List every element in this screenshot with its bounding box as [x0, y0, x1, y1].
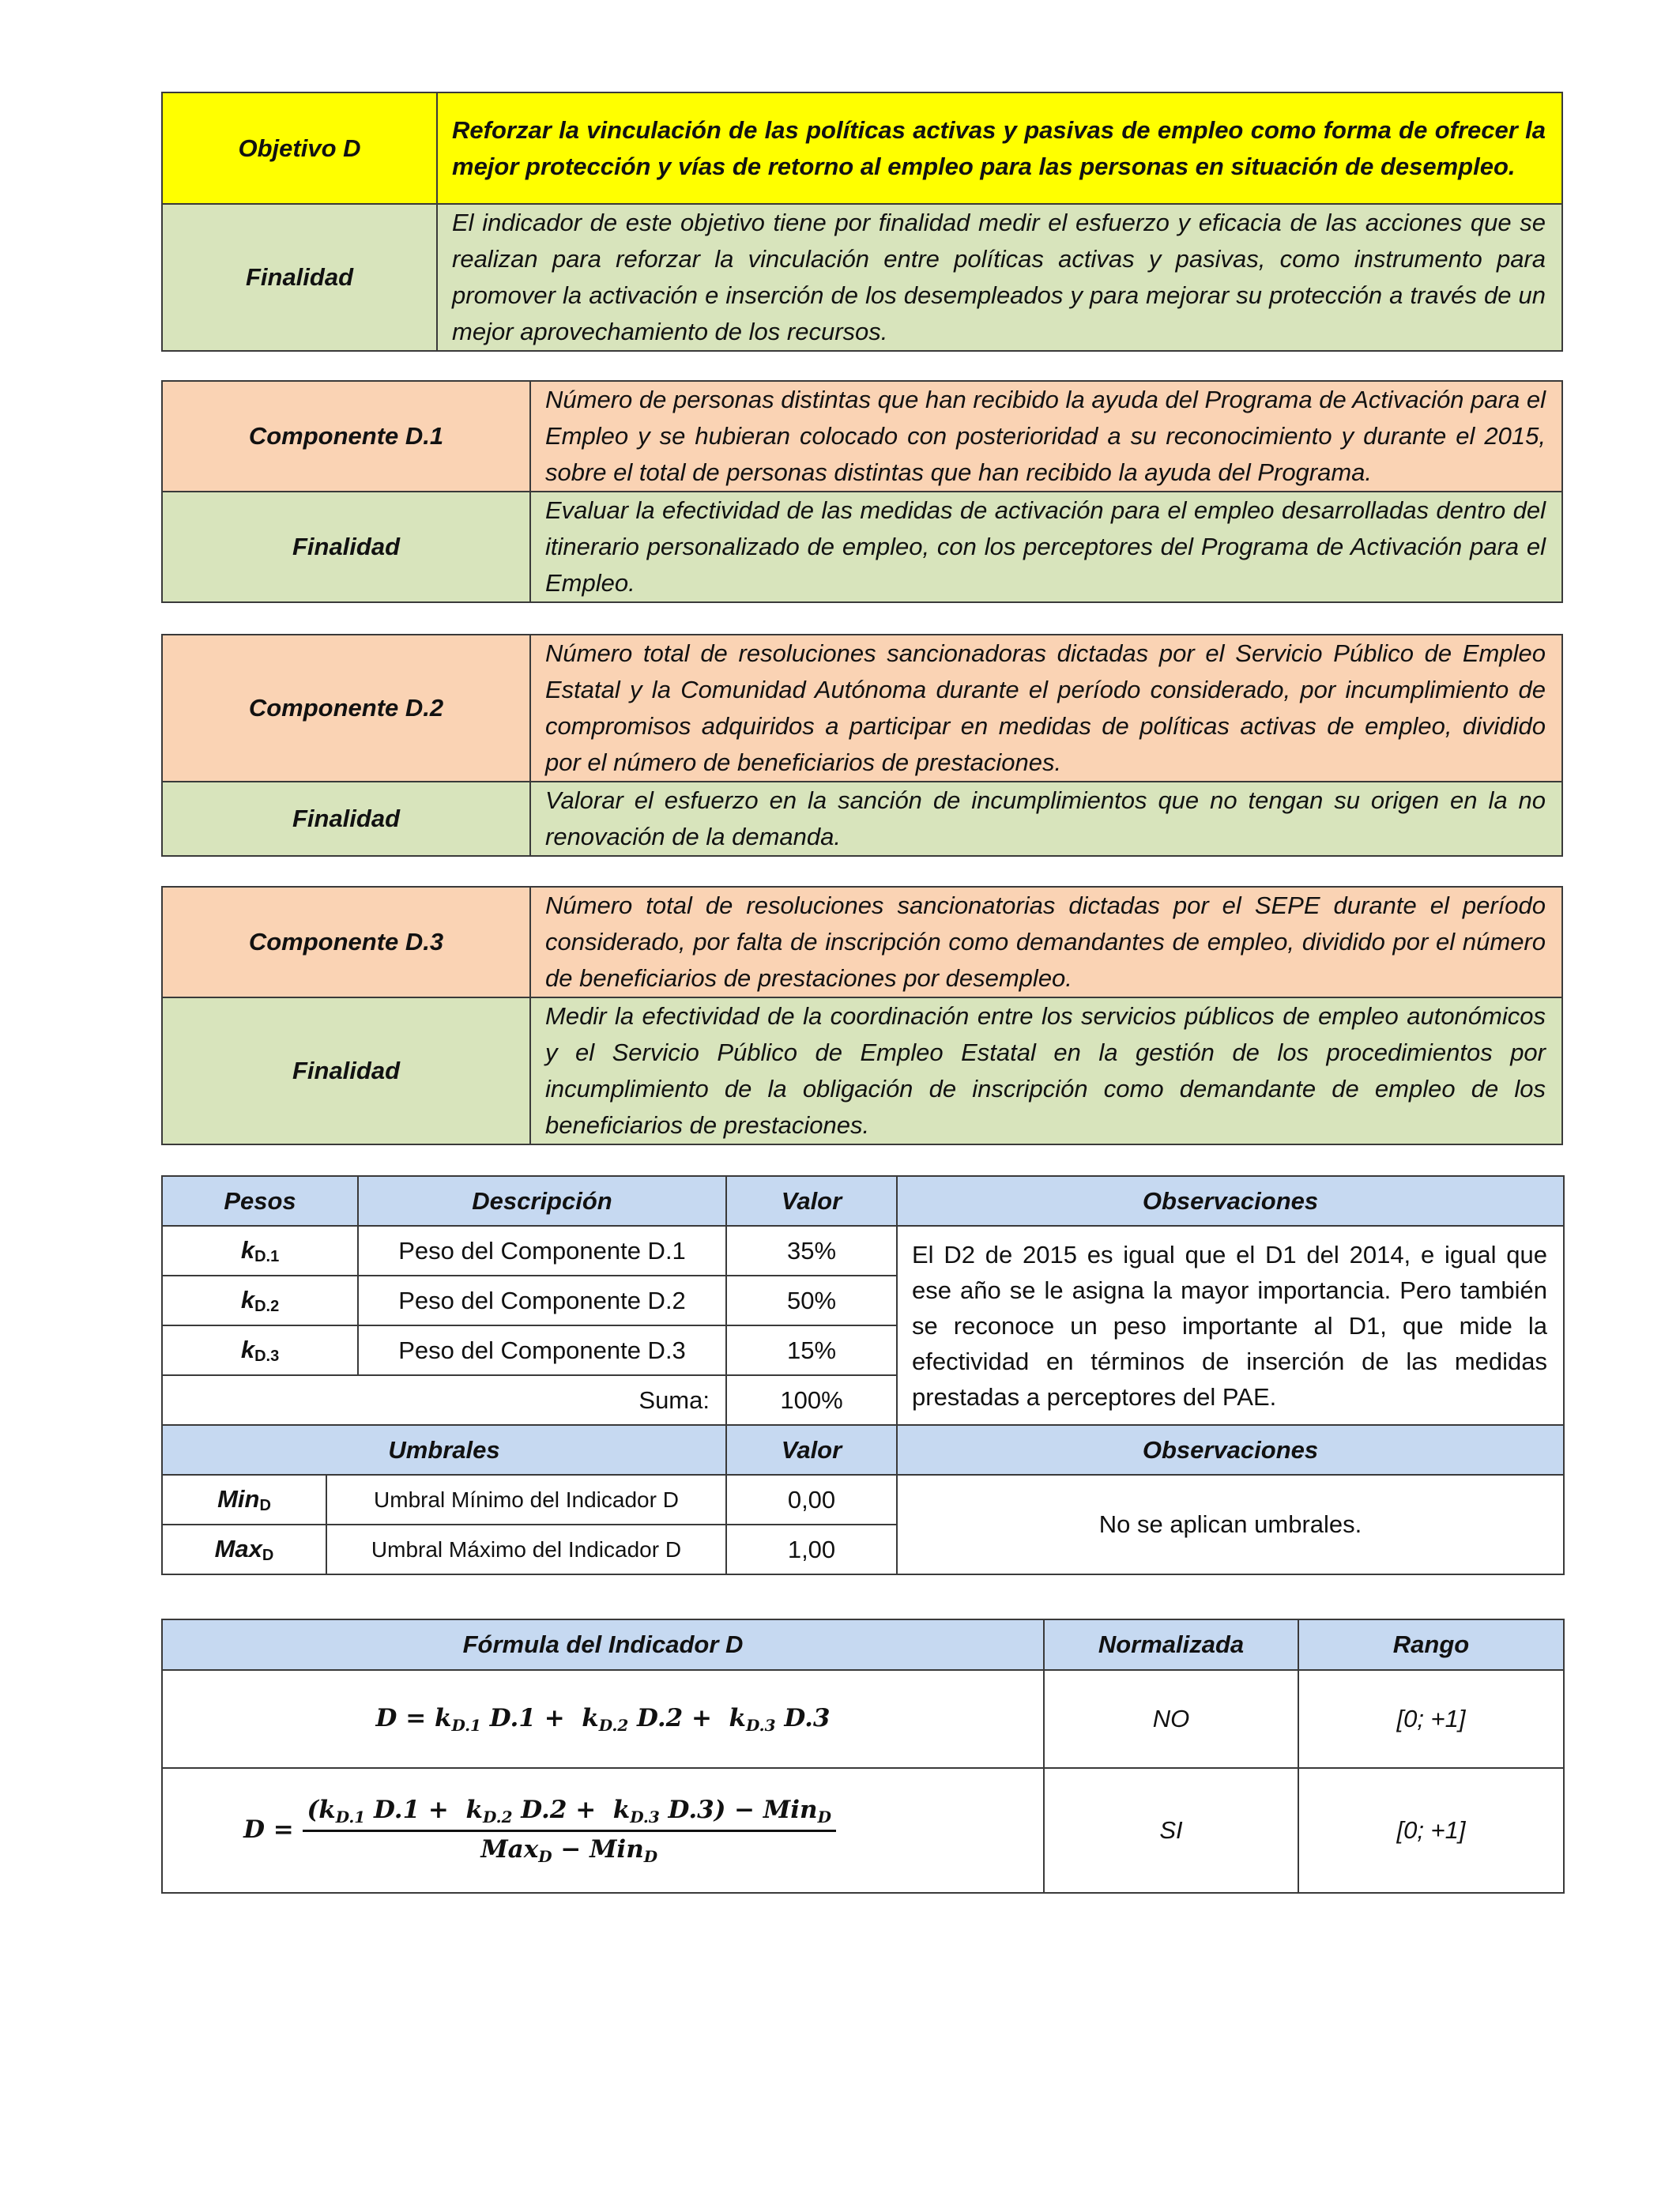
value-header: Valor: [726, 1176, 897, 1226]
weight-value-d3: 15%: [726, 1325, 897, 1375]
objective-purpose-text: El indicador de este objetivo tiene por finalidad medir el esfuerzo y eficacia de las acciones que se realizan para reforzar la vinculación entre políticas activas y pasivas, como instrumento para promover la activación e inserción de los desempleados y para mejorar su protección a través de un mejor aprovechamiento de los recursos.: [437, 204, 1562, 351]
component-d1-label: Componente D.1: [162, 381, 530, 492]
component-d3-purpose-label: Finalidad: [162, 997, 530, 1144]
component-d1-purpose-text: Evaluar la efectividad de las medidas de activación para el empleo desarrolladas dentro del itinerario personalizado de empleo, con los perceptores del Programa de Activación para el Empleo.: [530, 492, 1562, 602]
weight-key-d1: $k_{D.1}$: [162, 1226, 358, 1276]
component-d1-text: Número de personas distintas que han recibido la ayuda del Programa de Activación para el Empleo y se hubieran colocado con posterioridad a su reconocimiento y durante el 2015, sobre el total de personas distintas que han recibido la ayuda del Programa.: [530, 381, 1562, 492]
component-d2-purpose-text: Valorar el esfuerzo en la sanción de incumplimientos que no tengan su origen en la no renovación de la demanda.: [530, 782, 1562, 856]
threshold-key-min: Min$_D$: [162, 1475, 326, 1525]
formula-plain: [162, 1670, 1044, 1768]
table-row: [162, 1226, 1564, 1276]
thresholds-header: Umbrales: [162, 1425, 726, 1475]
threshold-value-max: 1,00: [726, 1525, 897, 1574]
formula-header: Fórmula del Indicador D: [162, 1619, 1044, 1670]
weight-key-d2: $k_{D.2}$: [162, 1276, 358, 1325]
objective-label: Objetivo D: [162, 92, 437, 204]
threshold-desc-min: Umbral Mínimo del Indicador D: [326, 1475, 726, 1525]
table-row: [162, 1670, 1564, 1768]
threshold-desc-max: Umbral Máximo del Indicador D: [326, 1525, 726, 1574]
component-d3-text: Número total de resoluciones sancionatorias dictadas por el SEPE durante el período considerado, por falta de inscripción como demandantes de empleo, dividido por el número de beneficiarios de prestaciones por desempleo.: [530, 887, 1562, 997]
formula-range-si: [0; +1]: [1298, 1768, 1564, 1893]
component-d2-table: [161, 634, 1563, 857]
table-row: [162, 1475, 1564, 1525]
component-d1-table: [161, 380, 1563, 603]
threshold-value-min: 0,00: [726, 1475, 897, 1525]
formula-normalized-no: NO: [1044, 1670, 1298, 1768]
thresholds-observations: No se aplican umbrales.: [897, 1475, 1564, 1574]
component-d3-table: [161, 886, 1563, 1145]
normalized-header: Normalizada: [1044, 1619, 1298, 1670]
weight-desc-d1: Peso del Componente D.1: [358, 1226, 726, 1276]
objective-table: [161, 92, 1563, 352]
component-d3-label: Componente D.3: [162, 887, 530, 997]
component-d2-label: Componente D.2: [162, 635, 530, 782]
weight-value-d1: 35%: [726, 1226, 897, 1276]
weight-key-d3: $k_{D.3}$: [162, 1325, 358, 1375]
formula-table: [161, 1619, 1565, 1894]
table-row: [162, 1768, 1564, 1893]
sum-label: Suma:: [162, 1375, 726, 1425]
threshold-observations-header: Observaciones: [897, 1425, 1564, 1475]
weight-desc-d2: Peso del Componente D.2: [358, 1276, 726, 1325]
threshold-key-max: Max$_D$: [162, 1525, 326, 1574]
component-d3-purpose-text: Medir la efectividad de la coordinación entre los servicios públicos de empleo autonómicos y el Servicio Público de Empleo Estatal en la gestión de los procedimientos por incumplimiento de la obligación de inscripción como demandante de empleo de los beneficiarios de prestaciones.: [530, 997, 1562, 1144]
component-d1-purpose-label: Finalidad: [162, 492, 530, 602]
objective-text: Reforzar la vinculación de las políticas activas y pasivas de empleo como forma de ofrecer la mejor protección y vías de retorno al empleo para las personas en situación de desempleo.: [437, 92, 1562, 204]
component-d2-purpose-label: Finalidad: [162, 782, 530, 856]
weight-desc-d3: Peso del Componente D.3: [358, 1325, 726, 1375]
weight-value-d2: 50%: [726, 1276, 897, 1325]
threshold-value-header: Valor: [726, 1425, 897, 1475]
formula-equation-plain: $D = k_{D.1}$ $D.1 + k_{D.2}$ $D.2 + k_{D.3}$ D.3: [375, 1703, 831, 1735]
component-d2-text: Número total de resoluciones sancionadoras dictadas por el Servicio Público de Empleo Estatal y la Comunidad Autónoma durante el período considerado, por incumplimiento de compromisos adquiridos a participar en medidas de políticas activas de empleo, dividido por el número de beneficiarios de prestaciones.: [530, 635, 1562, 782]
formula-normalized: [162, 1768, 1044, 1893]
formula-normalized-si: SI: [1044, 1768, 1298, 1893]
weights-observations: El D2 de 2015 es igual que el D1 del 2014, e igual que ese año se le asigna la mayor importancia. Pero también se reconoce un peso importante al D1, que mide la efectividad en términos de inserción de las medidas prestadas a perceptores del PAE.: [897, 1226, 1564, 1425]
formula-equation-normalized: D = $\frac{(k_{D.1} D.1 + k_{D.2} D.2 + k_{D.3} D.3) - Min_D}{Max_D - Min_D}$: [243, 1815, 836, 1844]
observations-header: Observaciones: [897, 1176, 1564, 1226]
range-header: Rango: [1298, 1619, 1564, 1670]
weights-thresholds-table: [161, 1175, 1565, 1575]
sum-value: 100%: [726, 1375, 897, 1425]
description-header: Descripción: [358, 1176, 726, 1226]
weights-header: Pesos: [162, 1176, 358, 1226]
formula-range-no: [0; +1]: [1298, 1670, 1564, 1768]
objective-purpose-label: Finalidad: [162, 204, 437, 351]
